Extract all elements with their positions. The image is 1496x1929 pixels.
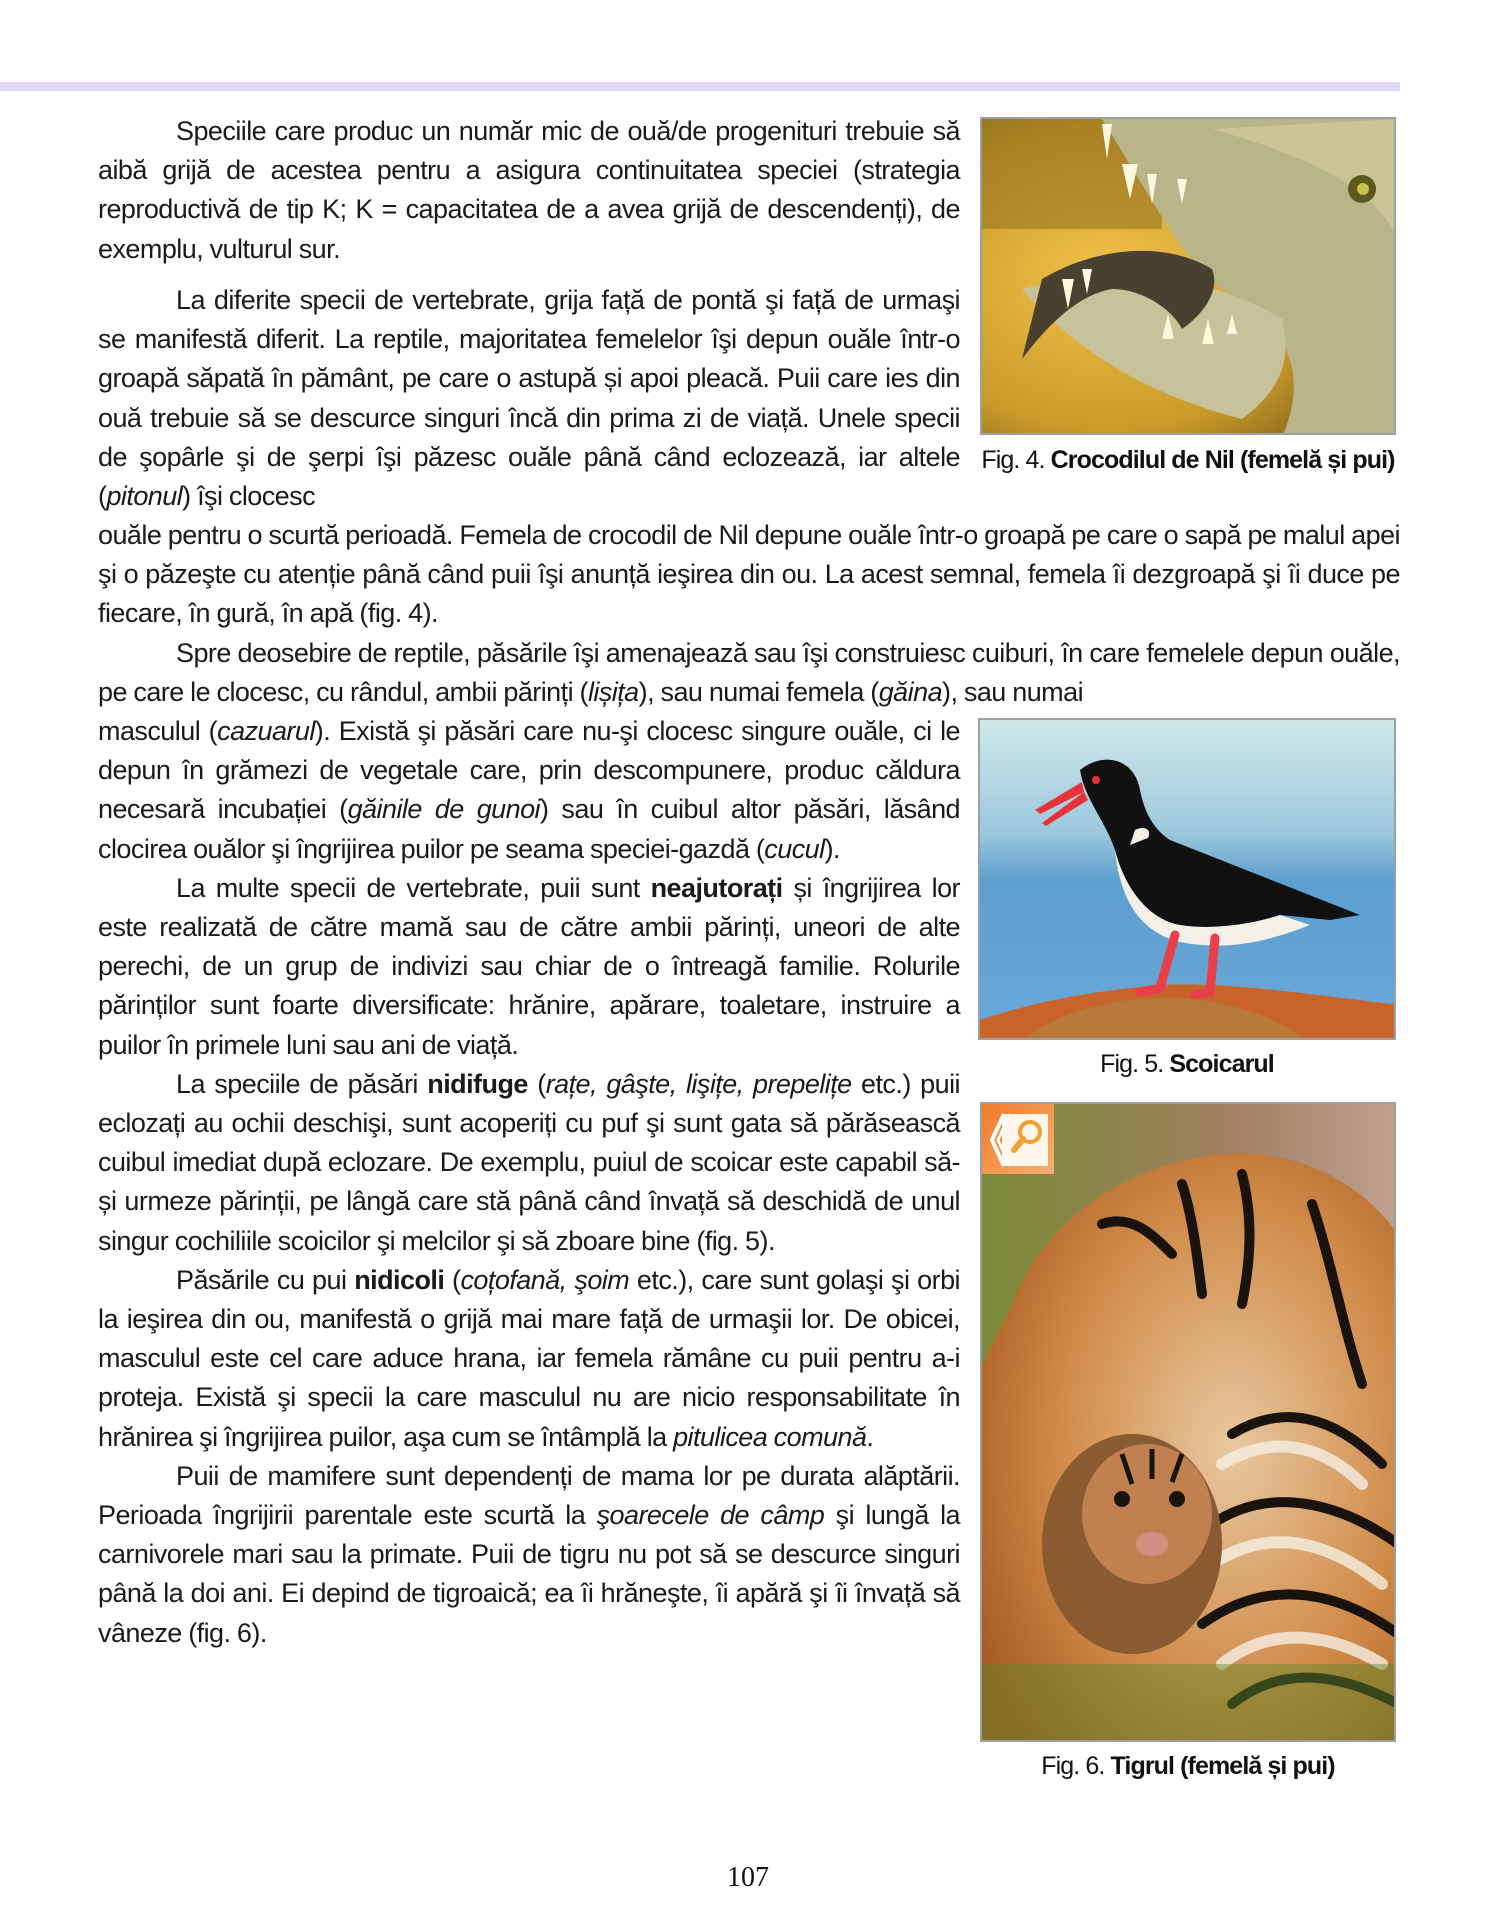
text-run: ), sau numai femela ( <box>638 676 879 707</box>
tiger-photo-illustration <box>982 1104 1396 1742</box>
text-run: Puii de mamifere sunt dependenți de mama lor pe durata alăptării. Perioada îngrijirii parentale este scurtă la <box>98 1460 960 1531</box>
search-zoom-badge-icon[interactable] <box>982 1104 1054 1174</box>
text-run: şi lungă la carnivorele mari sau la primate. Puii de tigru nu pot să se descurce singuri până la doi ani. Ei depind de tigroaică; ea îi hrăneşte, îi apără şi îi învață să vâneze (fig. 6). <box>98 1500 961 1648</box>
text-run: ). Există şi păsări care nu-şi clocesc singure ouăle, ci le depun în grămezi de vegetale care, prin descompunere, produc căldura necesară incubației ( <box>98 716 961 825</box>
text-run: ). <box>824 833 840 864</box>
text-run: ), sau numai <box>942 676 1084 707</box>
paragraph-text <box>98 712 960 869</box>
italic-term: găinile de gunoi <box>347 794 541 825</box>
italic-term: coțofană, şoim <box>460 1264 630 1295</box>
paragraph-7 <box>98 1457 960 1653</box>
figure-4-caption <box>980 446 1396 475</box>
figure-tiger-photo <box>980 1102 1396 1742</box>
crocodile-photo-illustration <box>982 119 1396 435</box>
text-run: . <box>866 1421 874 1452</box>
paragraph-4 <box>98 869 960 1065</box>
text-run: etc.), care sunt golaşi şi orbi la ieşirea din ou, manifestă o grijă mai mare față de urmaşii lor. De obicei, masculul este cel care aduce hrana, iar femela rămâne cu puii pentru a-i proteja. Există şi specii la care masculul nu are nicio responsabilitate în hrănirea şi îngrijirea puilor, aşa cum se întâmplă la <box>98 1264 960 1452</box>
paragraph-2 <box>98 281 960 516</box>
text-run: La speciile de păsări <box>176 1068 428 1099</box>
text-run: La diferite specii de vertebrate, grija față de pontă şi față de urmaşi se manifestă diferit. La reptile, majoritatea femelelor îşi depun ouăle într-o groapă săpată în pământ, pe care o astupă și apoi pleacă. Puii care ies din ouă trebuie să se descurce singuri încă din prima zi de viață. Unele specii de şopârle şi de şerpi îşi păzesc ouăle până când eclozează, iar altele ( <box>98 285 960 512</box>
figure-6-caption <box>980 1752 1396 1781</box>
paragraph-5 <box>98 1065 960 1261</box>
paragraph-6 <box>98 1261 960 1457</box>
text-run: masculul ( <box>98 716 218 746</box>
page-number: 107 <box>727 1862 769 1893</box>
bold-term: neajutorați <box>650 872 783 903</box>
figure-label: Fig. 6. <box>1041 1752 1105 1780</box>
italic-term: cucul <box>764 833 825 864</box>
italic-term: găina <box>878 676 943 707</box>
text-run: ) sau în cuibul altor păsări, lăsând clocirea ouălor şi îngrijirea puilor pe seama speciei-gazdă ( <box>98 794 961 864</box>
text-run: Spre deosebire de reptile, păsările îşi amenajează sau îşi construiesc cuiburi, în care femelele depun ouăle, pe care le clocesc, cu rândul, ambii părinți ( <box>98 637 1400 707</box>
paragraph-3-start <box>98 634 1400 712</box>
paragraph-text: Speciile care produc un număr mic de ouă/de progenituri trebuie să aibă grijă de acestea pentru a asigura continuitatea speciei (strategia reproductivă de tip K; K = capacitatea de a avea grijă de descendenți), de exemplu, vulturul sur. <box>98 116 960 264</box>
paragraph-1 <box>98 112 960 269</box>
bold-term: nidicoli <box>354 1264 445 1295</box>
magnifier-icon <box>982 1104 1054 1174</box>
text-run: La multe specii de vertebrate, puii sunt <box>176 872 651 903</box>
paragraph-3-continued <box>98 712 960 1653</box>
figure-title: Crocodilul de Nil (femelă și pui) <box>1050 446 1395 474</box>
italic-term: şoarecele de câmp <box>596 1500 825 1531</box>
text-run: și îngrijirea lor este realizată de către mamă sau de către ambii părinți, uneori de alte perechi, de un grup de indivizi sau chiar de o întreagă familie. Rolurile părinților sunt foarte diversificate: hrănire, apărare, toaletare, instruire a puilor în primele luni sau ani de viață. <box>98 872 960 1060</box>
text-run: etc.) puii eclozați au ochii deschişi, sunt acoperiți cu puf şi sunt gata să părăsească cuibul imediat după eclozare. De exemplu, puiul de scoicar este capabil să-și urmeze părinții, pe lângă care stă până când învață să deschidă de unul singur cochiliile scoicilor şi melcilor şi să zboare bine (fig. 5). <box>98 1068 960 1256</box>
oystercatcher-photo-illustration <box>980 720 1396 1040</box>
paragraph-text <box>98 281 960 516</box>
text-run: ( <box>527 1068 546 1099</box>
paragraph-text: ouăle pentru o scurtă perioadă. Femela de crocodil de Nil depune ouăle într-o groapă pe care o sapă pe malul apei şi o păzeşte cu atenție până când puii îşi anunță ieşirea din ou. La acest semnal, femela îi dezgroapă şi îi duce pe fiecare, în gură, în apă (fig. 4). <box>98 520 1400 629</box>
italic-term: pitonul <box>106 481 183 512</box>
top-accent-band <box>0 82 1400 91</box>
figure-title: Tigrul (femelă și pui) <box>1110 1752 1335 1780</box>
bold-term: nidifuge <box>427 1068 528 1099</box>
figure-label: Fig. 4. <box>981 446 1045 474</box>
italic-term: lișița <box>587 676 639 707</box>
figure-crocodile-photo <box>980 117 1396 435</box>
text-run: ) îşi clocesc <box>182 481 316 512</box>
figure-label: Fig. 5. <box>1100 1050 1164 1078</box>
italic-term: cazuarul <box>217 716 315 746</box>
text-run: Păsările cu pui <box>176 1264 355 1295</box>
figure-title: Scoicarul <box>1169 1050 1274 1078</box>
figure-oystercatcher-photo <box>978 718 1396 1040</box>
paragraph-2-continued <box>98 516 1400 712</box>
italic-term: pitulicea comună <box>673 1421 867 1452</box>
figure-5-caption <box>978 1050 1396 1079</box>
italic-term: rațe, gâşte, lişițe, prepelițe <box>545 1068 852 1099</box>
text-run: ( <box>444 1264 461 1295</box>
